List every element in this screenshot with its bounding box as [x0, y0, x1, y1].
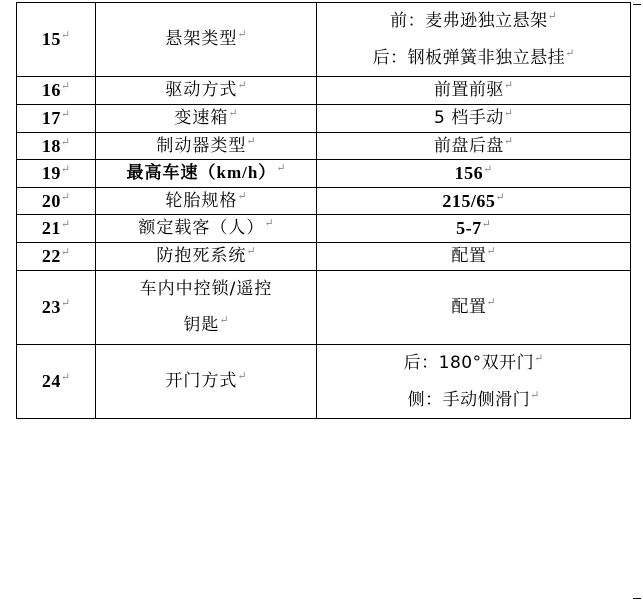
- value-line-1: 5 档手动: [434, 107, 504, 128]
- name-multiline: [96, 271, 316, 344]
- row-value-cell: [317, 270, 631, 344]
- table-row: [17, 187, 631, 215]
- table-body: [17, 3, 631, 419]
- table-row: [17, 104, 631, 132]
- row-index-cell: [17, 243, 96, 271]
- value-line-1: 5-7: [456, 218, 482, 239]
- row-name-cell: [96, 104, 317, 132]
- value-line-1: 前置前驱: [433, 80, 504, 101]
- edit-marker-icon: ↵: [237, 190, 247, 203]
- row-name-label: 防抱死系统: [156, 246, 247, 267]
- row-value-cell: [317, 345, 631, 419]
- edit-marker-icon: ↵: [534, 352, 544, 365]
- row-index-cell: [17, 215, 96, 243]
- edit-marker-icon: ↵: [60, 218, 71, 231]
- row-index-label: 15: [41, 29, 61, 50]
- edit-marker-icon: ↵: [228, 107, 238, 120]
- table-row: [17, 270, 631, 344]
- table-row: [17, 243, 631, 271]
- row-index-label: 21: [41, 218, 61, 239]
- edit-marker-icon: ↵: [60, 371, 71, 384]
- edit-marker-icon: ↵: [60, 29, 71, 42]
- row-value-cell: [317, 187, 631, 215]
- row-index-label: 17: [41, 107, 61, 128]
- table-row: [17, 160, 631, 188]
- edit-marker-icon: ↵: [237, 79, 247, 92]
- row-name-cell: [96, 345, 317, 419]
- table-row: [17, 345, 631, 419]
- document-page: [0, 2, 643, 600]
- row-index-cell: [17, 104, 96, 132]
- row-name-cell: [96, 3, 317, 77]
- row-index-cell: [17, 77, 96, 105]
- edit-marker-icon: ↵: [246, 245, 256, 258]
- row-name-label: 制动器类型: [156, 135, 247, 156]
- row-index-label: 22: [41, 246, 61, 267]
- edit-marker-icon: ↵: [60, 163, 71, 176]
- edit-marker-icon: ↵: [60, 80, 71, 93]
- edit-marker-icon: ↵: [483, 163, 493, 176]
- row-value-cell: [317, 132, 631, 160]
- edit-marker-icon: ↵: [219, 314, 229, 327]
- name-line-2: 钥匙: [183, 315, 220, 336]
- value-multiline: [317, 3, 630, 76]
- edit-marker-icon: ↵: [264, 217, 274, 230]
- row-index-cell: [17, 132, 96, 160]
- row-value-cell: [317, 3, 631, 77]
- value-multiline: [317, 345, 630, 418]
- row-name-cell: [96, 77, 317, 105]
- row-index-cell: [17, 160, 96, 188]
- edit-marker-icon: ↵: [486, 245, 496, 258]
- table-row: [17, 77, 631, 105]
- table-row: [17, 132, 631, 160]
- edit-marker-icon: ↵: [495, 191, 505, 204]
- value-line-1: 215/65: [442, 190, 496, 211]
- row-index-label: 18: [41, 135, 61, 156]
- row-index-label: 19: [41, 163, 61, 184]
- edit-marker-icon: ↵: [486, 296, 496, 309]
- edit-marker-icon: ↵: [481, 218, 491, 231]
- row-name-label: 驱动方式: [165, 80, 238, 101]
- row-index-cell: [17, 270, 96, 344]
- edit-marker-icon: ↵: [60, 246, 71, 259]
- edit-marker-icon: ↵: [503, 107, 513, 120]
- table-row: [17, 3, 631, 77]
- row-name-cell: [96, 243, 317, 271]
- row-index-label: 23: [41, 297, 61, 318]
- value-line-2: 侧：手动侧滑门: [407, 389, 531, 410]
- name-line-1: 车内中控锁/遥控: [139, 278, 273, 299]
- value-line-1: 前：麦弗逊独立悬架: [390, 11, 548, 31]
- row-value-cell: [317, 77, 631, 105]
- edit-marker-icon: ↵: [276, 162, 286, 175]
- edit-marker-icon: ↵: [503, 134, 514, 147]
- row-name-cell: [96, 270, 317, 344]
- edit-marker-icon: ↵: [60, 108, 71, 121]
- edit-marker-icon: ↵: [237, 370, 247, 383]
- row-index-cell: [17, 3, 96, 77]
- row-name-label: 开门方式: [165, 371, 238, 392]
- edit-marker-icon: ↵: [60, 135, 71, 148]
- row-name-label: 变速箱: [174, 107, 229, 128]
- value-line-1: 后：180°双开门: [403, 353, 535, 374]
- edit-marker-icon: ↵: [565, 46, 575, 59]
- value-line-2: 后：钢板弹簧非独立悬挂: [372, 47, 566, 68]
- row-name-cell: [96, 215, 317, 243]
- row-index-label: 20: [41, 190, 61, 211]
- page-edge-mark-bottom: [633, 598, 641, 599]
- edit-marker-icon: ↵: [547, 10, 557, 23]
- page-edge-mark-top: [633, 4, 641, 5]
- row-value-cell: [317, 160, 631, 188]
- value-line-1: 配置: [451, 297, 487, 318]
- row-index-cell: [17, 345, 96, 419]
- edit-marker-icon: ↵: [60, 297, 71, 310]
- value-line-1: 前盘后盘: [433, 135, 504, 156]
- value-line-1: 156: [454, 163, 484, 184]
- edit-marker-icon: ↵: [60, 191, 71, 204]
- row-value-cell: [317, 104, 631, 132]
- row-name-label: 额定载客（人）: [138, 218, 265, 239]
- edit-marker-icon: ↵: [530, 389, 540, 402]
- row-name-label: 最高车速（km/h）: [126, 163, 277, 183]
- row-index-label: 16: [41, 80, 61, 101]
- row-value-cell: [317, 215, 631, 243]
- edit-marker-icon: ↵: [503, 79, 514, 92]
- row-index-cell: [17, 187, 96, 215]
- row-name-cell: [96, 160, 317, 188]
- table-row: [17, 215, 631, 243]
- row-name-cell: [96, 132, 317, 160]
- row-value-cell: [317, 243, 631, 271]
- edit-marker-icon: ↵: [237, 28, 247, 41]
- row-name-label: 悬架类型: [165, 29, 238, 50]
- row-name-label: 轮胎规格: [165, 190, 238, 211]
- row-index-label: 24: [41, 371, 61, 392]
- vehicle-spec-table: [16, 2, 631, 419]
- row-name-cell: [96, 187, 317, 215]
- value-line-1: 配置: [451, 246, 487, 267]
- edit-marker-icon: ↵: [246, 134, 256, 147]
